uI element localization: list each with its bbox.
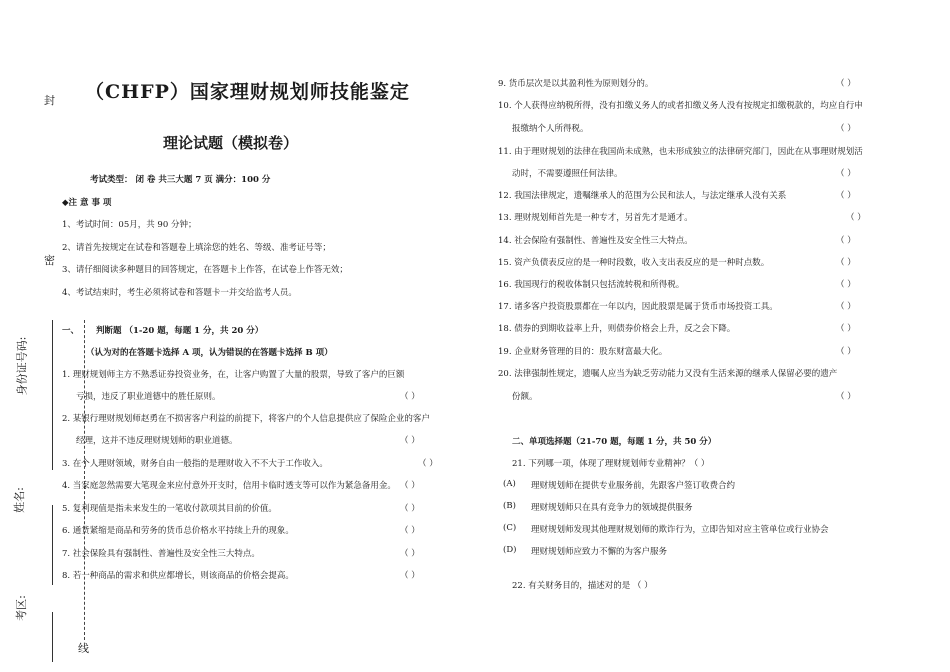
question-9: 9. 货币层次是以其盈利性为原则划分的。 [498,79,654,89]
question-21: 21. 下列哪一项，体现了理财规划师专业精神？（ ） [512,459,710,469]
question-15: 15. 资产负债表反应的是一种时段数，收入支出表反应的是一种时点数。 [498,258,770,268]
option-label: (B) [503,501,516,511]
section2-heading: 二、单项选择题（21-70 题，每题 1 分，共 50 分） [512,437,717,447]
name-label: 姓名: [12,487,26,513]
answer-paren[interactable]: （ ） [836,302,856,312]
answer-paren[interactable]: （ ） [418,459,438,469]
answer-paren[interactable]: （ ） [400,526,420,536]
answer-paren[interactable]: （ ） [836,124,856,134]
question-4: 4. 当家庭忽然需要大笔现金来应付意外开支时，信用卡临时透支等可以作为紧急备用金。 [62,481,396,491]
question-11-line2: 动时，不需要遵照任何法律。 [512,169,623,179]
question-13: 13. 理财规划师首先是一种专才，另首先才是通才。 [498,213,693,223]
answer-paren[interactable]: （ ） [836,258,856,268]
question-2-line1: 2. 某银行理财规划师赵勇在不损害客户利益的前提下，将客户的个人信息提供应了保险企业的客户 [62,414,430,424]
question-1-line2: 亏损，违反了职业道德中的胜任原则。 [76,392,221,402]
id-number-label: 身份证号码: [15,336,29,396]
margin-feng-label: 封 [44,94,55,107]
option-text[interactable]: 理财规划师应致力不懈的为客户服务 [531,547,668,557]
answer-paren[interactable]: （ ） [836,79,856,89]
notice-item: 4、考试结束时，考生必须将试卷和答题卡一并交给监考人员。 [62,288,297,298]
question-1-line1: 1. 理财规划师主方不熟悉证券投资业务，在，让客户购置了大量的股票，导致了客户的巨额 [62,370,405,380]
question-18: 18. 债券的到期收益率上升，则债券价格会上升，反之会下降。 [498,324,736,334]
exam-site-label: 考区: [14,595,28,621]
question-16: 16. 我国现行的税收体制只包括流转税和所得税。 [498,280,685,290]
margin-xian-label: 线 [78,642,89,655]
option-label: (A) [503,479,516,489]
margin-mi-label: 密 [44,254,55,267]
answer-paren[interactable]: （ ） [400,392,420,402]
answer-paren[interactable]: （ ） [836,236,856,246]
answer-paren[interactable]: （ ） [836,169,856,179]
question-12: 12. 我国法律规定，遗嘱继承人的范围为公民和法人，与法定继承人没有关系 [498,191,787,201]
question-14: 14. 社会保险有强制性、普遍性及安全性三大特点。 [498,236,693,246]
question-2-line2: 经理，这并不违反理财规划师的职业道德。 [76,436,238,446]
answer-paren[interactable]: （ ） [836,392,856,402]
section1-number: 一、 [62,326,80,336]
id-number-blank[interactable] [52,320,53,470]
exam-site-blank[interactable] [52,612,53,662]
notice-heading: ◆注 意 事 项 [62,198,112,208]
question-19: 19. 企业财务管理的目的：股东财富最大化。 [498,347,668,357]
question-8: 8. 若一种商品的需求和供应都增长，则该商品的价格会提高。 [62,571,294,581]
name-blank[interactable] [52,505,53,585]
answer-paren[interactable]: （ ） [836,324,856,334]
option-text[interactable]: 理财规划师只在具有竞争力的领域提供服务 [531,503,693,513]
question-6: 6. 通货紧缩是商品和劳务的货币总价格水平持续上升的现象。 [62,526,294,536]
answer-paren[interactable]: （ ） [400,436,420,446]
answer-paren[interactable]: （ ） [400,571,420,581]
notice-item: 1、考试时间：05月，共 90 分钟； [62,220,197,230]
section1-instruction: （认为对的在答题卡选择 A 项，认为错误的在答题卡选择 B 项） [86,348,333,358]
answer-paren[interactable]: （ ） [400,504,420,514]
question-7: 7. 社会保险具有强制性、普遍性及安全性三大特点。 [62,549,260,559]
answer-paren[interactable]: （ ） [836,280,856,290]
section1-heading: 判断题 （1-20 题，每题 1 分，共 20 分） [96,326,264,336]
question-22: 22. 有关财务目的，描述对的是 （ ） [512,581,653,591]
option-label: (C) [503,523,517,533]
question-5: 5. 复利现值是指未来发生的一笔收付款项其目前的价值。 [62,504,277,514]
exam-meta: 考试类型： 闭 卷 共三大题 7 页 满分：100 分 [90,175,271,185]
answer-paren[interactable]: （ ） [836,347,856,357]
question-17: 17. 诸多客户投资股票都在一年以内，因此股票是属于货币市场投资工具。 [498,302,778,312]
answer-paren[interactable]: （ ） [836,191,856,201]
answer-paren[interactable]: （ ） [846,213,866,223]
option-text[interactable]: 理财规划师发现其他理财规划师的欺诈行为，立即告知对应主管单位或行业协会 [531,525,829,535]
question-10-line1: 10. 个人获得应纳税所得，没有扣缴义务人的或者扣缴义务人没有按规定扣缴税款的，均应自行申 [498,101,863,111]
notice-item: 2、请首先按规定在试卷和答题卷上填涂您的姓名、等级、准考证号等； [62,243,331,253]
notice-item: 3、请仔细阅读多种题目的回答规定，在答题卡上作答，在试卷上作答无效； [62,265,348,275]
answer-paren[interactable]: （ ） [400,549,420,559]
question-20-line2: 份额。 [512,392,538,402]
option-label: (D) [503,545,517,555]
answer-paren[interactable]: （ ） [400,481,420,491]
question-11-line1: 11. 由于理财规划的法律在我国尚未成熟，也未形成独立的法律研究部门，因此在从事理财规划活 [498,147,863,157]
page-subtitle: 理论试题（模拟卷） [163,134,299,152]
option-text[interactable]: 理财规划师在提供专业服务前，先跟客户签订收费合约 [531,481,736,491]
question-10-line2: 报缴纳个人所得税。 [512,124,589,134]
page-title: （CHFP）国家理财规划师技能鉴定 [85,81,410,103]
question-3: 3. 在个人理财领域，财务自由一般指的是理财收入不不大于工作收入。 [62,459,328,469]
question-20-line1: 20. 法律强制性规定，遗嘱人应当为缺乏劳动能力又没有生活来源的继承人保留必要的遗产 [498,369,838,379]
